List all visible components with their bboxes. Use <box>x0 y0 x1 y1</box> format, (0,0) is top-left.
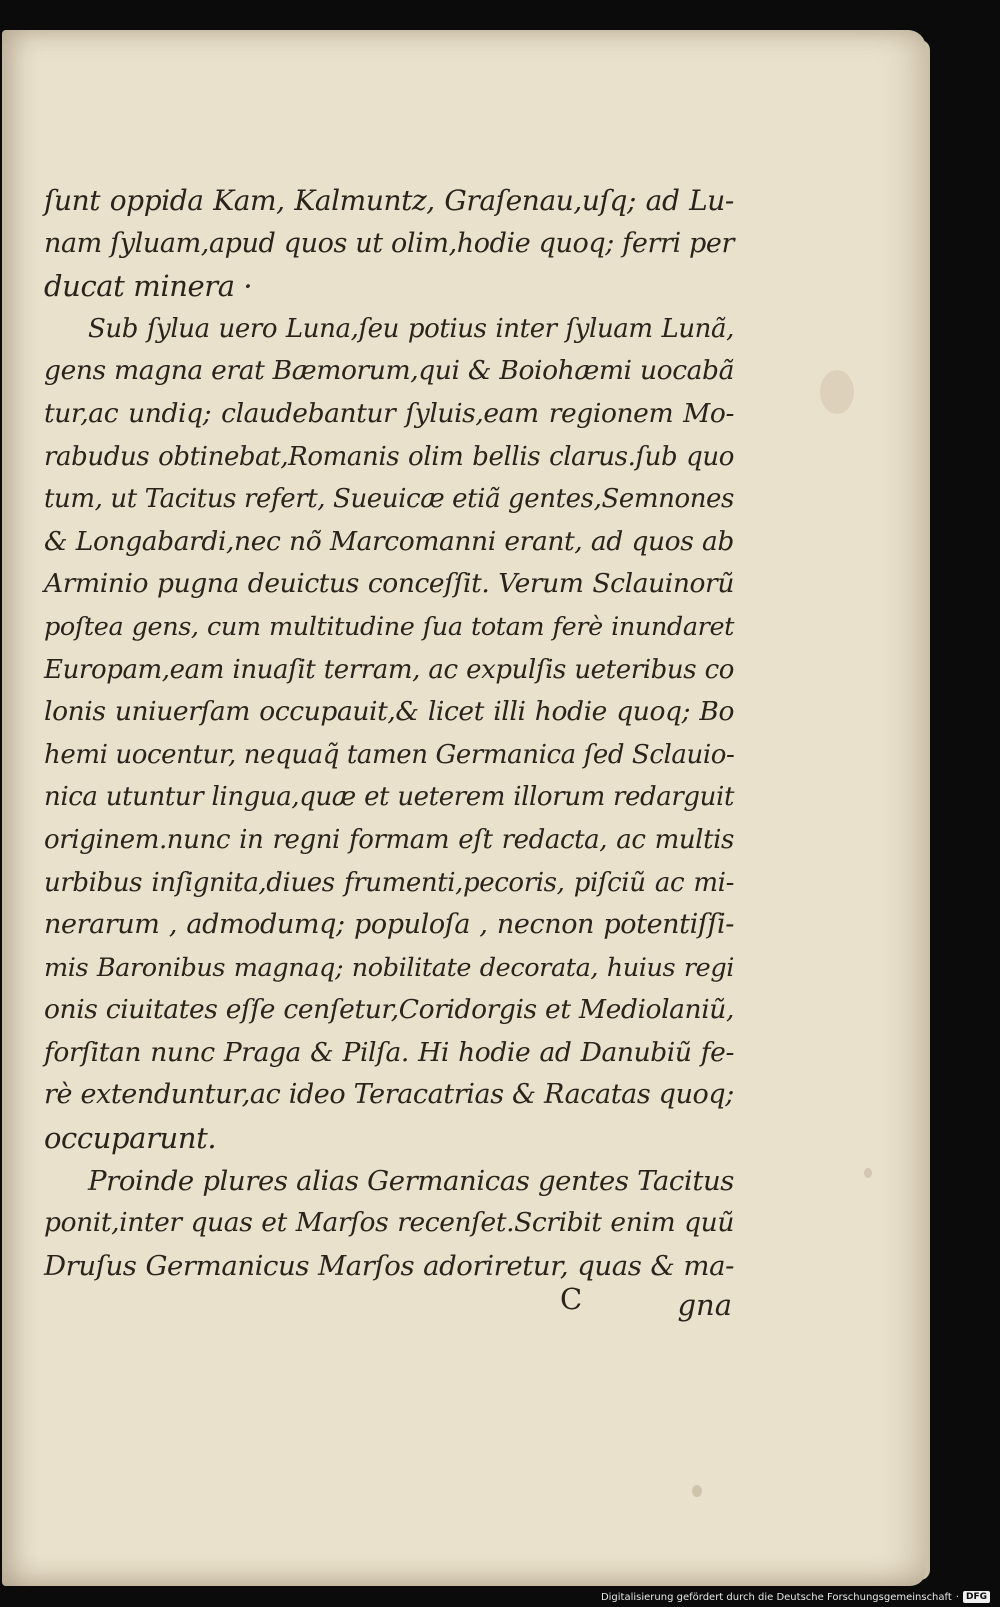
paper-stain <box>692 1485 702 1497</box>
dfg-logo: DFG <box>963 1591 990 1603</box>
text-line: tur,ac undiq; claudebantur ſyluis,eam regionem Mo- <box>44 397 734 429</box>
text-line: Europam,eam inuaſit terram, ac expulſis ueteribus co <box>44 654 734 685</box>
text-line: ſunt oppida Kam, Kalmuntz, Graſenau,uſq; ad Lu- <box>44 184 734 217</box>
catchword: gna <box>677 1288 732 1322</box>
paper-stain <box>820 370 854 414</box>
text-line: tum, ut Tacitus refert, Sueuicæ etiã gentes,Semnones <box>44 484 734 515</box>
text-line: originem.nunc in regni formam eſt redacta, ac multis <box>44 824 734 855</box>
text-line: onis ciuitates eſſe cenſetur,Coridorgis et Mediolaniũ, <box>44 994 734 1026</box>
text-line: ponit,inter quas et Marſos recenſet.Scribit enim quũ <box>44 1207 734 1239</box>
text-line: urbibus inſignita,diues frumenti,pecoris, piſciũ ac mi- <box>44 867 734 898</box>
text-line: hemi uocentur, nequaq̃ tamen Germanica ſed Sclauio- <box>44 739 735 770</box>
text-line: nerarum , admodumq; populoſa , necnon potentiſſi- <box>44 909 734 941</box>
paper-stain <box>864 1168 872 1178</box>
text-line: mis Baronibus magnaq; nobilitate decorata, huius regi <box>44 952 734 983</box>
text-line: rè extenduntur,ac ideo Teracatrias & Racatas quoq; <box>44 1079 734 1111</box>
text-line: nica utuntur lingua,quæ et ueterem illorum redarguit <box>44 782 734 813</box>
digitization-credit: Digitalisierung gefördert durch die Deutsche Forschungsgemeinschaft · DFG <box>601 1591 990 1603</box>
text-line: gens magna erat Bæmorum,qui & Boiohæmi uocabã <box>44 355 734 387</box>
page-footer-marks <box>44 1282 734 1326</box>
text-line: rabudus obtinebat,Romanis olim bellis clarus.ſub quo <box>44 441 734 472</box>
body-text <box>44 180 734 1287</box>
text-line: poſtea gens, cum multitudine ſua totam ferè inundaret <box>44 611 734 642</box>
text-line: Druſus Germanicus Marſos adoriretur, quas & ma- <box>44 1249 734 1282</box>
text-line: Proinde plures alias Germanicas gentes Tacitus <box>88 1164 734 1197</box>
signature-mark: C <box>560 1282 583 1316</box>
text-line: lonis uniuerſam occupauit,& licet illi hodie quoq; Bo <box>44 696 734 728</box>
text-line: Sub ſylua uero Luna,ſeu potius inter ſyluam Lunã, <box>88 313 734 344</box>
text-line: nam ſyluam,apud quos ut olim,hodie quoq; ferri per <box>44 227 734 259</box>
text-line: ducat minera · <box>44 269 253 304</box>
text-line: occuparunt. <box>44 1121 217 1156</box>
credit-text: Digitalisierung gefördert durch die Deutsche Forschungsgemeinschaft <box>600 1591 952 1603</box>
text-line: & Longabardi,nec nõ Marcomanni erant, ad quos ab <box>44 525 734 557</box>
text-line: forſitan nunc Praga & Pilſa. Hi hodie ad Danubiũ fe- <box>44 1036 734 1068</box>
text-line: Arminio pugna deuictus conceſſit. Verum Sclauinorũ <box>44 568 734 600</box>
